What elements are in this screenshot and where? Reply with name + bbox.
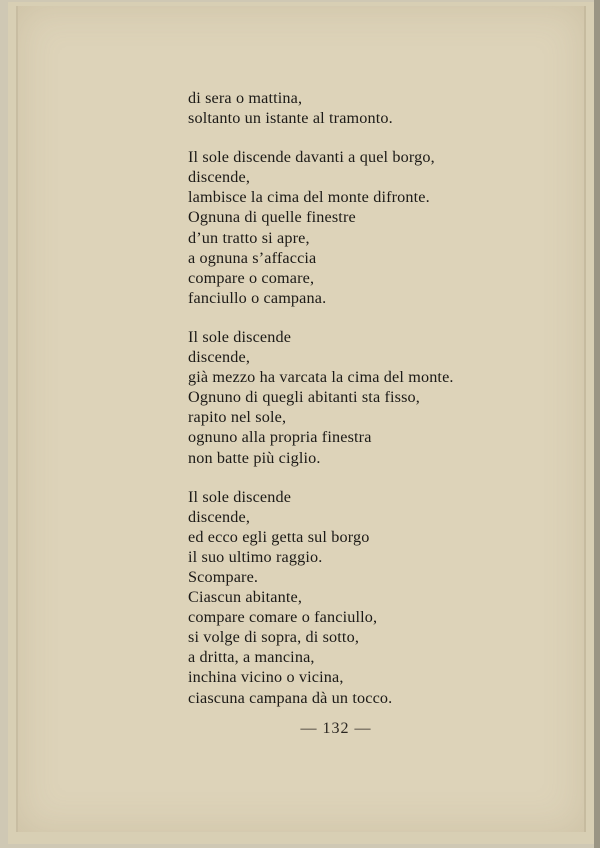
poem-line: discende,: [188, 348, 251, 367]
poem-line: a ognuna s’affaccia: [188, 248, 317, 267]
poem-line: Ognuna di quelle finestre: [188, 208, 356, 227]
poem-line: compare o comare,: [188, 268, 315, 287]
poem-line: non batte più ciglio.: [188, 448, 321, 467]
poem-line: compare comare o fanciullo,: [188, 608, 378, 627]
poem-line: Il sole discende davanti a quel borgo,: [188, 148, 435, 167]
poem-line: ciascuna campana dà un tocco.: [188, 688, 393, 707]
page-number-text: — 132 —: [300, 720, 372, 737]
poem-line: Ognuno di quegli abitanti sta fisso,: [188, 388, 421, 407]
stanza-4: [188, 487, 518, 708]
poem-line: discende,: [188, 507, 251, 526]
poem-line: soltanto un istante al tramonto.: [188, 109, 393, 128]
poem-line: fanciullo o campana.: [188, 288, 327, 307]
poem-line: rapito nel sole,: [188, 408, 287, 427]
poem-line: d’un tratto si apre,: [188, 228, 310, 247]
poem-line: ed ecco egli getta sul borgo: [188, 527, 370, 546]
poem-line: Scompare.: [188, 567, 259, 586]
stanza-1: [188, 88, 518, 128]
poem-line: inchina vicino o vicina,: [188, 668, 344, 687]
poem-line: a dritta, a mancina,: [188, 648, 315, 667]
poem-line: Il sole discende: [188, 487, 292, 506]
stanza-2: [188, 147, 518, 308]
poem-line: si volge di sopra, di sotto,: [188, 628, 360, 647]
poem-line: Il sole discende: [188, 327, 292, 346]
poem-line: ognuno alla propria finestra: [188, 428, 372, 447]
page-number: [0, 720, 600, 738]
poem-line: Ciascun abitante,: [188, 588, 303, 607]
poem-line: di sera o mattina,: [188, 89, 303, 107]
poem-line: già mezzo ha varcata la cima del monte.: [188, 368, 454, 387]
poem-line: discende,: [188, 168, 251, 187]
stanza-3: [188, 327, 518, 468]
poem-line: lambisce la cima del monte difronte.: [188, 188, 430, 207]
poem-text: [188, 88, 518, 727]
poem-line: il suo ultimo raggio.: [188, 547, 323, 566]
